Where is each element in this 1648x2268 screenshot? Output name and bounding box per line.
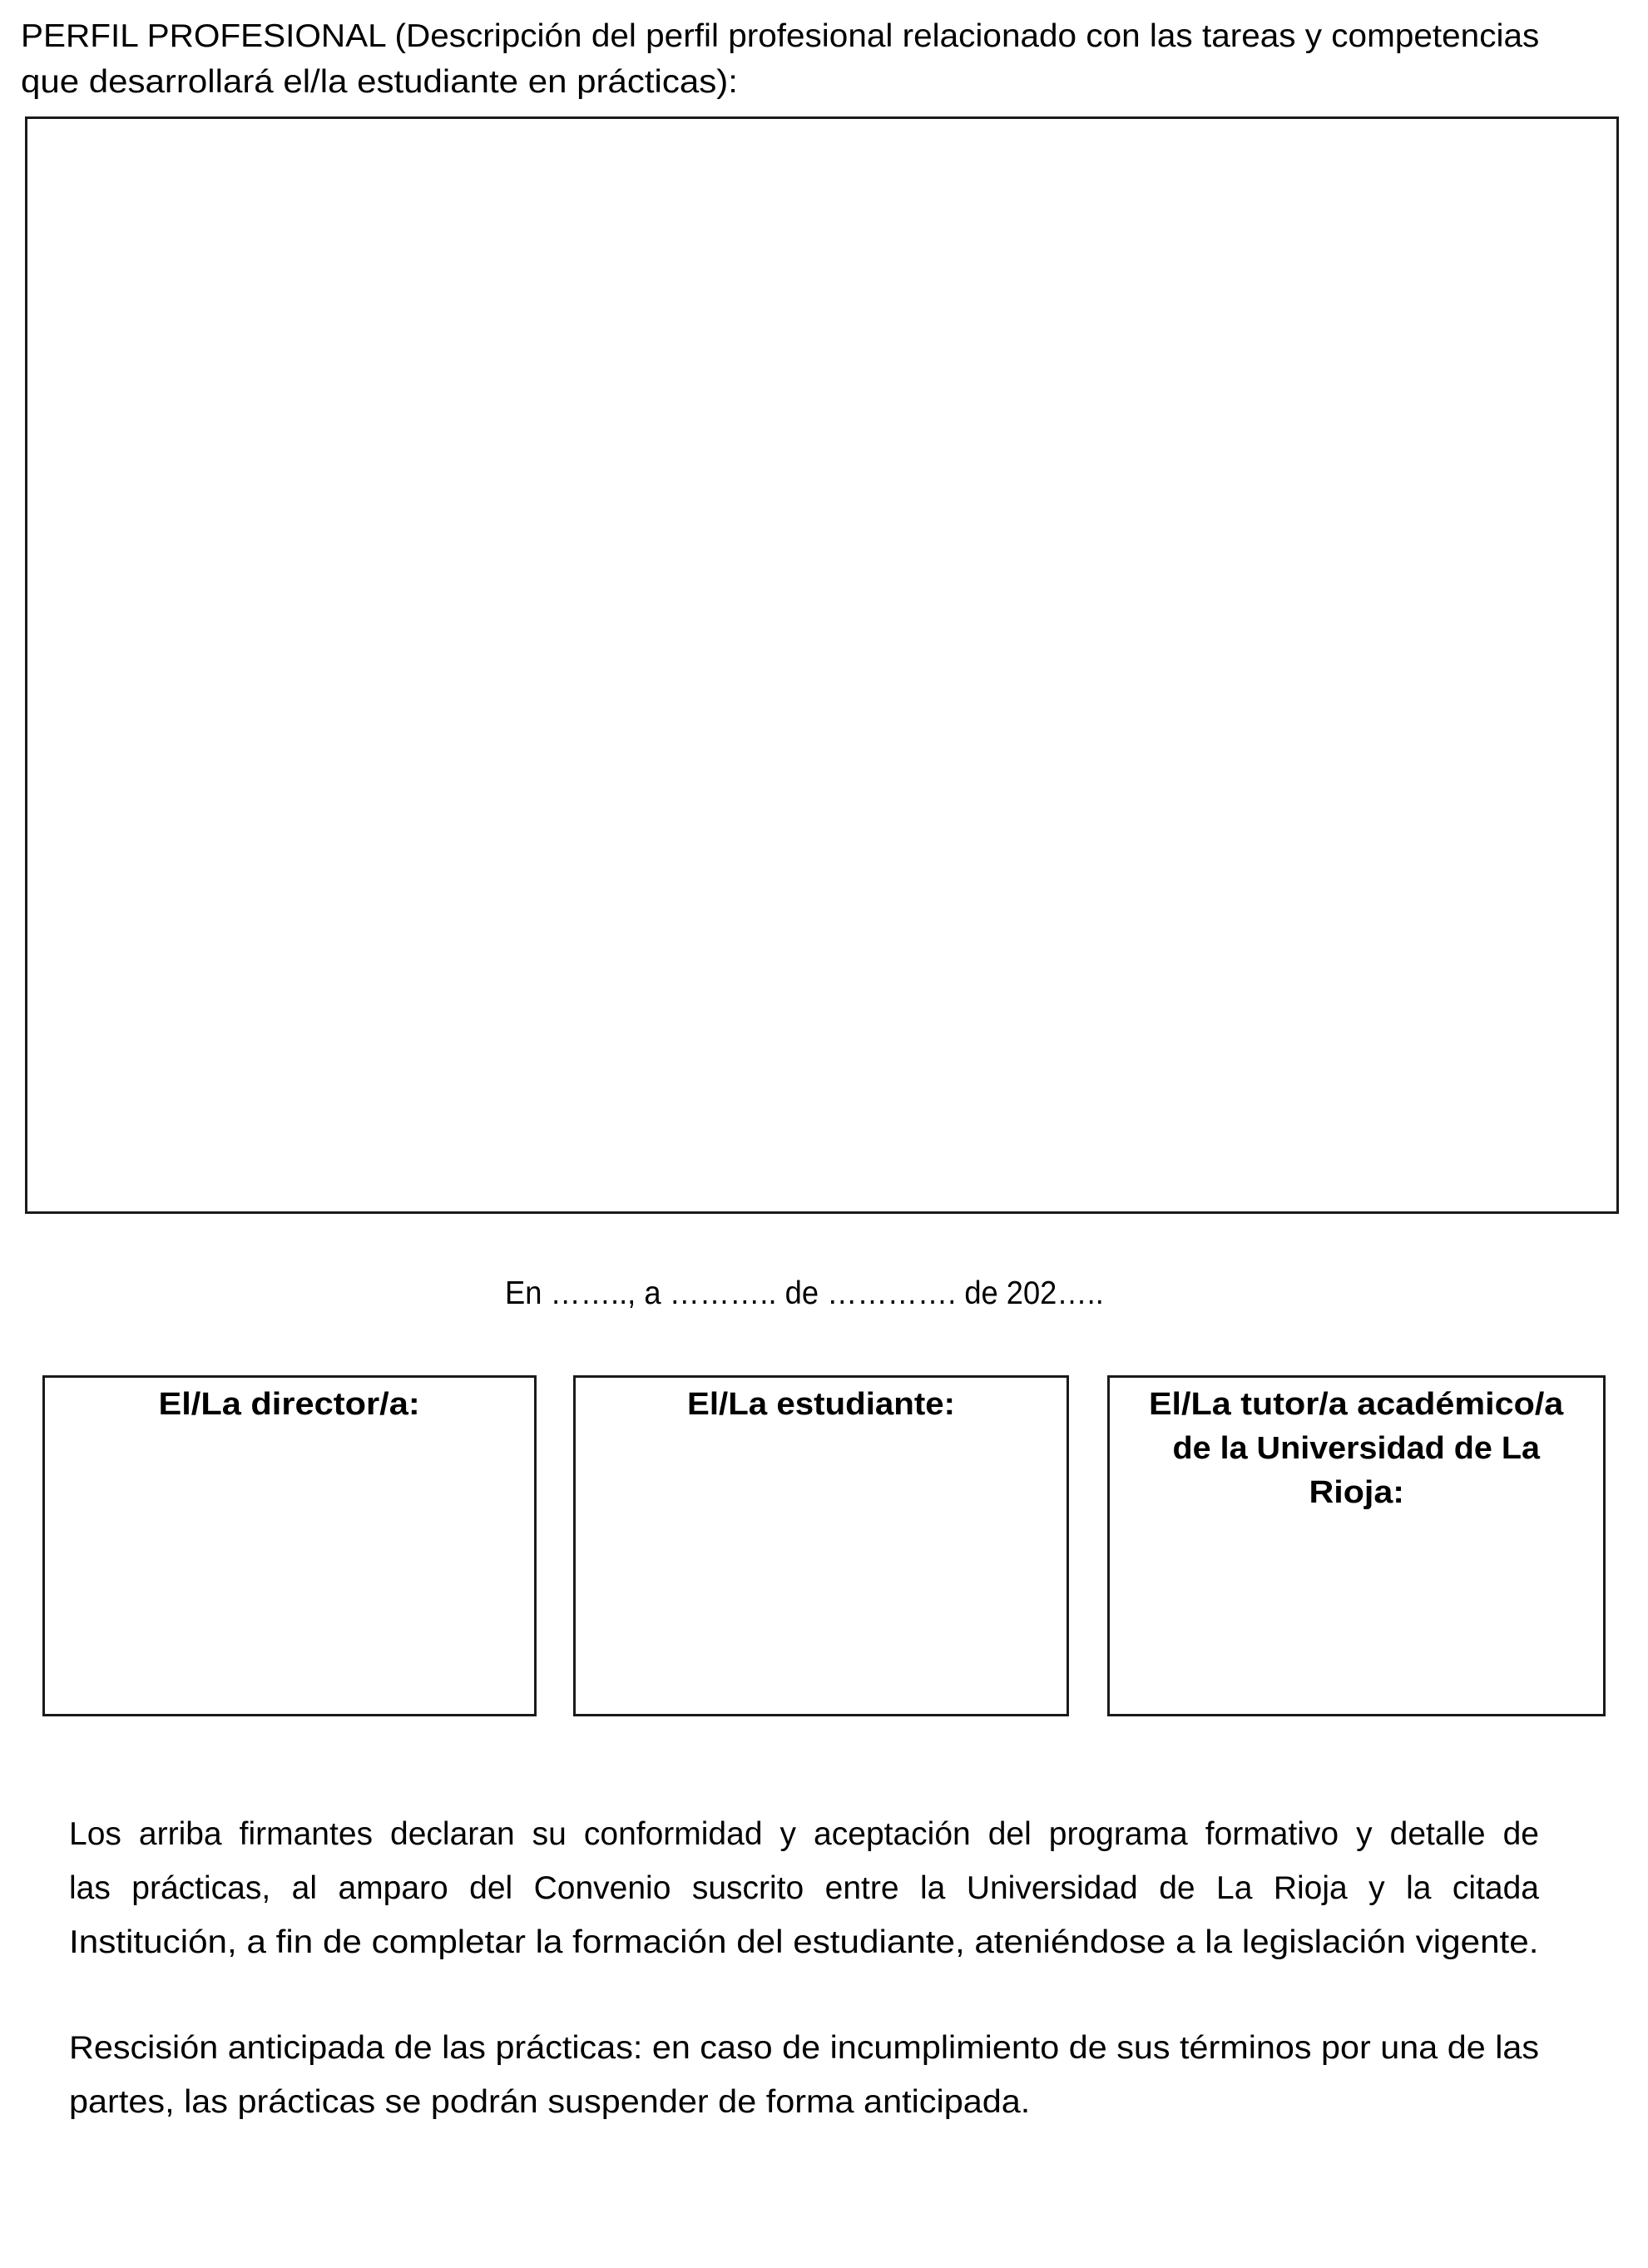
signature-box-academic-tutor[interactable] (1107, 1375, 1606, 1716)
declaration-paragraph-line-2: las prácticas, al amparo del Convenio suscrito entre la Universidad de La Rioja y la citada (69, 1870, 1539, 1906)
date-place-line: En …….., a ……….. de …………. de 202….. (505, 1275, 1104, 1311)
declaration-paragraph-line-1: Los arriba firmantes declaran su conformidad y aceptación del programa formativo y detalle de (69, 1816, 1539, 1852)
profile-heading-line-2: que desarrollará el/la estudiante en prácticas): (21, 64, 738, 100)
signature-title-student: El/La estudiante: (686, 1387, 956, 1422)
rescission-paragraph-line-1: Rescisión anticipada de las prácticas: en caso de incumplimiento de sus términos por una de las (69, 2030, 1540, 2066)
signature-box-director[interactable] (42, 1375, 537, 1716)
signature-title-tutor-line-3: Rioja: (1309, 1475, 1404, 1510)
signature-title-director: El/La director/a: (158, 1387, 421, 1422)
signature-title-tutor-line-1: El/La tutor/a académico/a (1149, 1387, 1564, 1422)
signature-title-tutor-line-2: de la Universidad de La (1172, 1431, 1541, 1466)
rescission-paragraph-line-2: partes, las prácticas se podrán suspender de forma anticipada. (69, 2084, 1031, 2120)
signature-box-student[interactable] (573, 1375, 1069, 1716)
declaration-paragraph-line-3: Institución, a fin de completar la formación del estudiante, ateniéndose a la legislación vigente. (69, 1924, 1539, 1960)
profile-description-field[interactable] (25, 116, 1619, 1214)
profile-heading-line-1: PERFIL PROFESIONAL (Descripción del perfil profesional relacionado con las tareas y competencias (21, 18, 1540, 54)
